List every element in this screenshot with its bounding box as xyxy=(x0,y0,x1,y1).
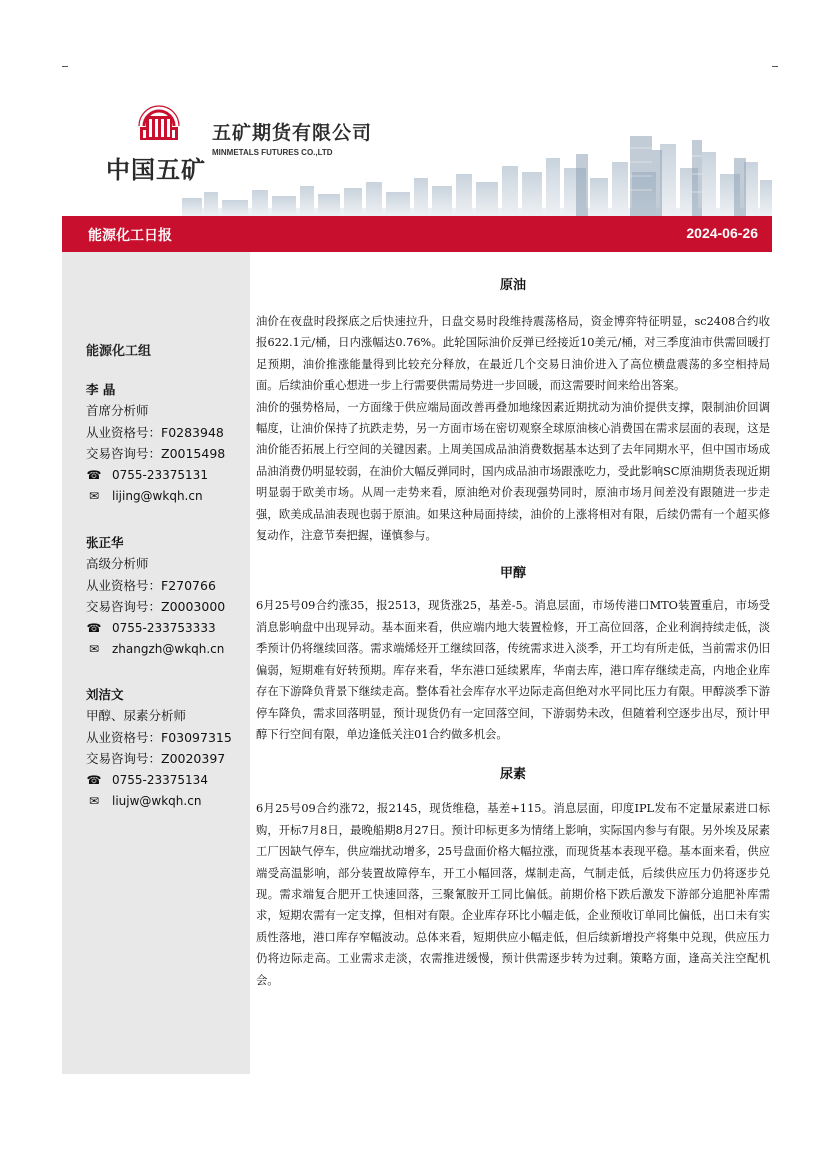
analyst-consult-number: 交易咨询号：Z0020397 xyxy=(86,751,226,767)
phone-icon: ☎ xyxy=(86,467,102,482)
analyst-name: 张正华 xyxy=(86,534,124,550)
analyst-role: 甲醇、尿素分析师 xyxy=(86,708,187,724)
minmetals-emblem-icon xyxy=(134,100,184,144)
analyst-email[interactable]: lijing@wkqh.cn xyxy=(112,489,203,504)
analyst-qualification: 从业资格号：F03097315 xyxy=(86,729,232,745)
urea-paragraph: 6月25号09合约涨72，报2145，现货维稳，基差+115。消息层面，印度IPL发布不定量尿素进口标购，开标7月8日，最晚船期8月27日。预计印标更多为情绪上影响，实际国内参与有限。另外埃及尿素工厂因缺气停车，供应端扰动增多，25号盘面价格大幅拉涨，而现货基本表现平稳。基本面来看，供应端受高温影响，部分装置故障停车，开工小幅回落，煤制走高，气制走低，后续供应压力仍将逐步兑现。需求端复合肥开工快速回落，三聚氰胺开工同比偏低。前期价格下跌后激发下游部分追肥补库需求，短期农需有一定支撑，但相对有限。企业库存环比小幅走低，企业预收订单同比偏低，出口未有实质性落地，港口库存窄幅波动。总体来看，短期供应小幅走低，但后续新增投产将集中兑现，供应压力仍将边际走高。工业需求走淡，农需推进缓慢，预计供需逐步转为过剩。策略方面，逢高关注空配机会。 xyxy=(256,802,770,987)
report-content xyxy=(256,268,770,991)
analyst-qualification: 从业资格号：F270766 xyxy=(86,577,216,593)
envelope-icon: ✉ xyxy=(88,489,100,504)
crude-oil-paragraph: 油价的强势格局，一方面缘于供应端局面改善再叠加地缘因素近期扰动为油价提供支撑，限制油价回调幅度，让油价保持了抗跌走势，另一方面市场在密切观察全球原油核心消费国在需求层面的表现，这是油价能否拓展上行空间的关键因素。上周美国成品油消费数据基本达到了去年同期水平，但中国市场成品油消费仍明显较弱，在油价大幅反弹同时，国内成品油市场跟涨吃力，受此影响SC原油期货表现近期明显弱于欧美市场。从周一走势来看，原油绝对价表现强势同时，原油市场月间差没有跟随进一步走强，欧美成品油表现也弱于原油。如果这种局面持续，油价的上涨将相对有限，后续仍需有一个超买修复动作，注意节奏把握，谨慎参与。 xyxy=(256,400,770,543)
envelope-icon: ✉ xyxy=(88,794,100,809)
section-title-urea: 尿素 xyxy=(499,767,526,783)
report-date: 2024-06-26 xyxy=(686,225,758,241)
phone-icon: ☎ xyxy=(86,772,102,787)
report-header xyxy=(62,92,772,216)
methanol-paragraph: 6月25号09合约涨35，报2513，现货涨25，基差-5。消息层面，市场传港口MTO装置重启，市场受消息影响盘中出现异动。基本面来看，供应端内地大装置检修，开工高位回落，企业利润持续走低，淡季预计仍将继续回落。需求端烯烃开工继续回落，传统需求进入淡季，开工均有所走低，当前需求仍旧偏弱，短期难有好转预期。库存来看，华东港口延续累库，华南去库，港口库存继续走高，内地企业库存在下游降负背景下继续走高。整体看社会库存水平边际走高但绝对水平同比压力有限。甲醇淡季下游停车降负，需求回落明显，预计现货仍有一定回落空间，下游弱势未改，但随着利空逐步出尽，预计甲醇下行空间有限，单边逢低关注01合约做多机会。 xyxy=(256,599,770,741)
phone-icon: ☎ xyxy=(86,620,102,635)
analyst-email[interactable]: liujw@wkqh.cn xyxy=(112,794,202,809)
logo-text: 中国五矿 xyxy=(106,155,206,184)
analyst-name: 李 晶 xyxy=(86,381,116,397)
analyst-phone: 0755-23375131 xyxy=(112,467,208,482)
crude-oil-paragraph: 油价在夜盘时段探底之后快速拉升，日盘交易时段维持震荡格局，资金博弈特征明显，sc2408合约收报622.1元/桶，日内涨幅达0.76%。此轮国际油价反弹已经接近10美元/桶，对三季度油市供需回暖打足预期，油价推涨能量得到比较充分释放，在最近几个交易日油价进入了高位横盘震荡的多空相持局面。后续油价重心想进一步上行需要供需局势进一步回暖，而这需要时间来给出答案。 xyxy=(256,315,770,393)
team-name: 能源化工组 xyxy=(86,344,152,359)
analyst-role: 首席分析师 xyxy=(86,403,149,419)
envelope-icon: ✉ xyxy=(88,642,100,657)
analyst-card xyxy=(86,683,250,812)
company-name-en: MINMETALS FUTURES CO.,LTD xyxy=(212,148,333,157)
corner-mark-right xyxy=(772,66,778,67)
analyst-card xyxy=(86,378,250,507)
company-name-block xyxy=(212,118,372,157)
report-title-bar xyxy=(62,216,772,252)
analyst-email[interactable]: zhangzh@wkqh.cn xyxy=(112,642,225,657)
corner-mark-left xyxy=(62,66,68,67)
analyst-role: 高级分析师 xyxy=(86,556,149,572)
report-title: 能源化工日报 xyxy=(88,228,172,244)
analyst-name: 刘洁文 xyxy=(86,686,124,702)
section-title-methanol: 甲醇 xyxy=(499,566,526,582)
analyst-consult-number: 交易咨询号：Z0003000 xyxy=(86,599,226,615)
analyst-card xyxy=(86,531,250,660)
section-title-crude-oil: 原油 xyxy=(499,278,526,293)
analyst-consult-number: 交易咨询号：Z0015498 xyxy=(86,446,226,462)
analyst-phone: 0755-23375134 xyxy=(112,772,208,787)
company-name-cn: 五矿期货有限公司 xyxy=(212,122,373,144)
analyst-qualification: 从业资格号：F0283948 xyxy=(86,424,224,440)
analyst-phone: 0755-233753333 xyxy=(112,620,216,635)
analyst-sidebar xyxy=(62,252,250,1074)
